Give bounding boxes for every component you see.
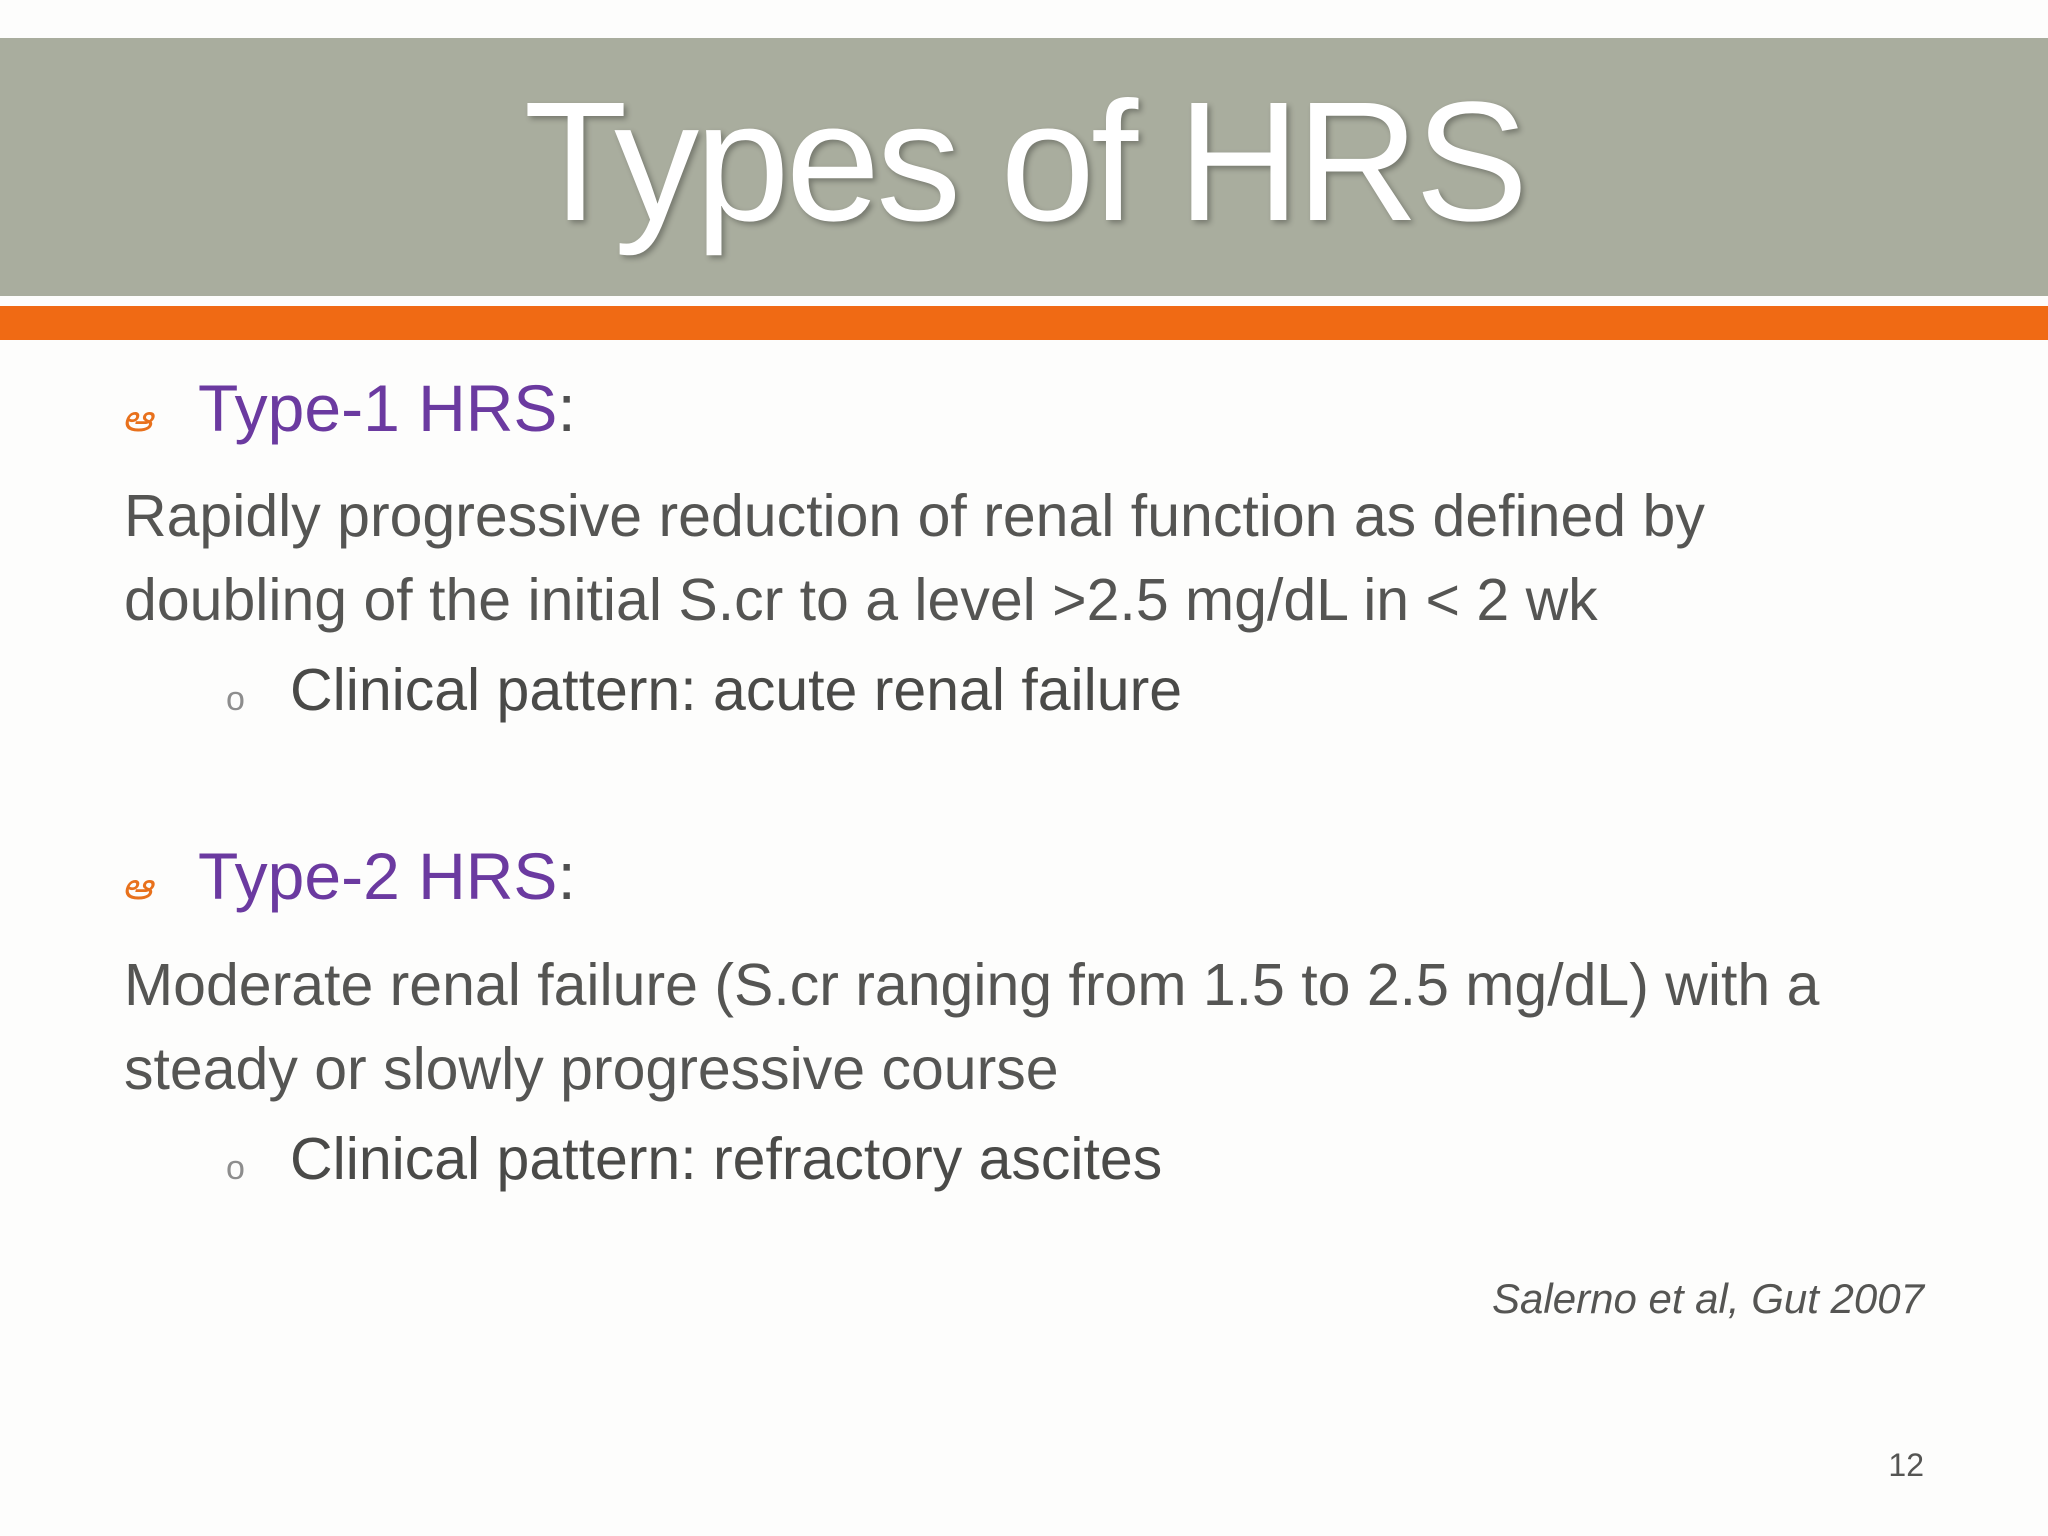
section-body-type-1: Rapidly progressive reduction of renal function as defined by doubling of the initial S.cr to a level >2.5 mg/dL in < 2 wk — [124, 483, 1705, 633]
heading-label: Type-2 HRS — [198, 839, 558, 913]
curl-bullet-icon: ఆ — [122, 864, 150, 908]
section-heading-type-1 — [122, 370, 576, 450]
citation: Salerno et al, Gut 2007 — [1492, 1275, 1924, 1322]
page-number: 12 — [1888, 1447, 1924, 1483]
curl-bullet-icon: ఆ — [122, 396, 150, 440]
section-body-type-2: Moderate renal failure (S.cr ranging from 1.5 to 2.5 mg/dL) with a steady or slowly progressive course — [124, 952, 1820, 1102]
hollow-circle-icon: o — [226, 680, 245, 718]
heading-label: Type-1 HRS — [198, 371, 558, 445]
slide-title: Types of HRS — [523, 67, 1525, 257]
heading-colon: : — [557, 371, 576, 445]
accent-bar — [0, 306, 2048, 340]
hollow-circle-icon: o — [226, 1149, 245, 1187]
sub-item-label: Clinical pattern: acute renal failure — [290, 657, 1183, 723]
sub-item-label: Clinical pattern: refractory ascites — [290, 1126, 1163, 1192]
heading-colon: : — [557, 839, 576, 913]
sub-bullet-type-2 — [226, 1125, 1162, 1193]
sub-bullet-type-1 — [226, 656, 1182, 724]
section-heading-type-2 — [122, 838, 576, 918]
